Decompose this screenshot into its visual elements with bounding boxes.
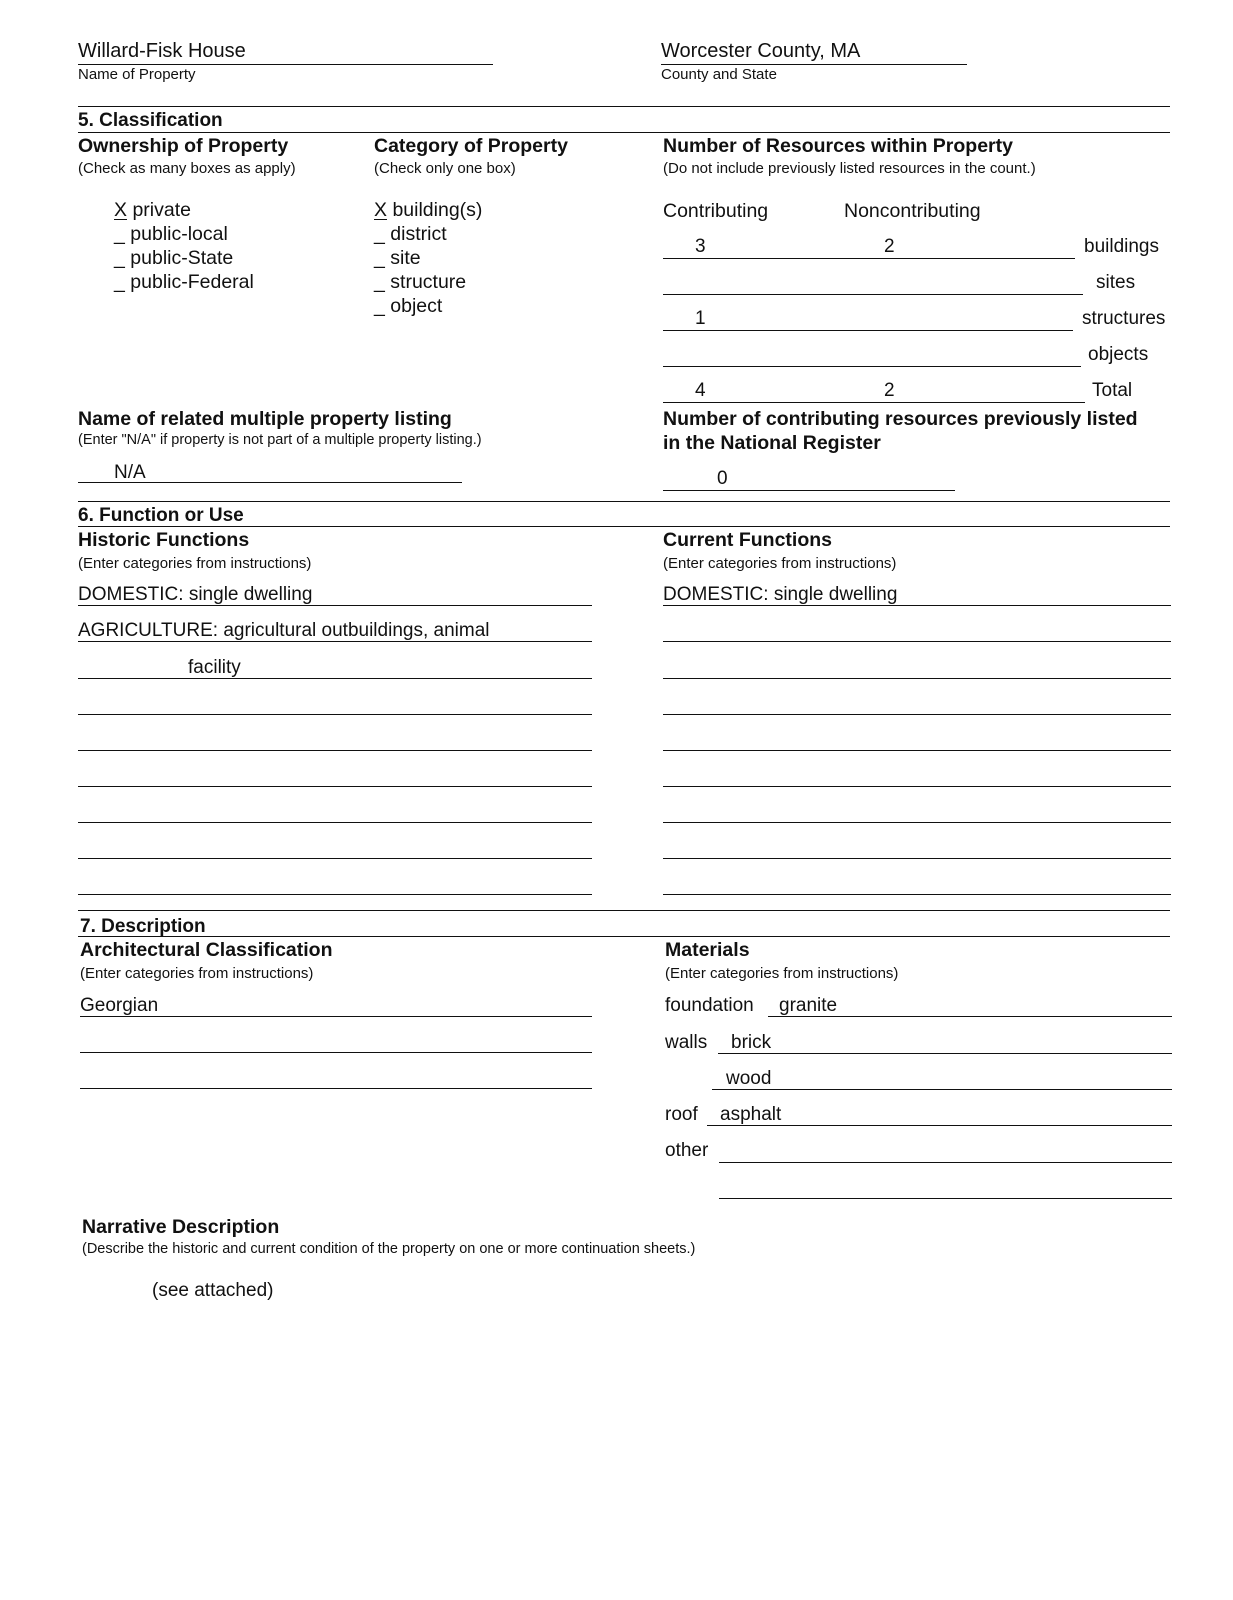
previously-listed-line: [663, 490, 955, 491]
contributing-column-header: Contributing: [663, 200, 769, 222]
other-label: other: [665, 1140, 709, 1161]
multiple-listing-title: Name of related multiple property listing: [78, 408, 452, 430]
option-label: public-State: [130, 247, 234, 269]
entry-line: [663, 858, 1171, 859]
architectural-entry[interactable]: Georgian: [80, 995, 159, 1016]
ownership-option[interactable]: [114, 246, 254, 270]
roof-label: roof: [665, 1104, 698, 1125]
section-rule: [78, 910, 1170, 911]
resource-row-label: buildings: [1084, 236, 1159, 257]
check-mark: _: [374, 295, 385, 317]
resources-instructions: (Do not include previously listed resources in the count.): [663, 160, 1036, 177]
historic-functions-instructions: (Enter categories from instructions): [78, 555, 312, 572]
check-mark: _: [374, 247, 385, 269]
roof-value[interactable]: asphalt: [720, 1104, 782, 1125]
materials-title: Materials: [665, 939, 750, 961]
property-name-field: [78, 40, 492, 64]
county-state-label: County and State: [661, 66, 777, 83]
category-option[interactable]: [374, 222, 482, 246]
resource-noncontributing-value[interactable]: 2: [884, 380, 895, 401]
category-instructions: (Check only one box): [374, 160, 516, 177]
walls-label: walls: [665, 1032, 708, 1053]
current-functions-instructions: (Enter categories from instructions): [663, 555, 897, 572]
ownership-instructions: (Check as many boxes as apply): [78, 160, 296, 177]
ownership-option[interactable]: [114, 222, 254, 246]
section-rule: [78, 501, 1170, 502]
walls-value[interactable]: wood: [726, 1068, 772, 1089]
resource-row-label: sites: [1096, 272, 1136, 293]
historic-function-entry[interactable]: DOMESTIC: single dwelling: [78, 584, 313, 605]
architectural-title: Architectural Classification: [80, 939, 333, 961]
property-name-label: Name of Property: [78, 66, 196, 83]
resource-row-label: Total: [1092, 380, 1133, 401]
resource-row-line: [663, 258, 1075, 259]
entry-line: [707, 1125, 1172, 1126]
category-title: Category of Property: [374, 135, 568, 157]
entry-line: [78, 714, 592, 715]
check-mark: _: [374, 223, 385, 245]
resources-title: Number of Resources within Property: [663, 135, 1013, 157]
narrative-value[interactable]: (see attached): [152, 1280, 274, 1301]
multiple-listing-value[interactable]: N/A: [114, 462, 146, 483]
option-label: district: [390, 223, 447, 245]
entry-line: [78, 641, 592, 642]
category-option[interactable]: [374, 294, 482, 318]
option-label: structure: [390, 271, 467, 293]
section-rule: [78, 106, 1170, 107]
resource-row-label: objects: [1088, 344, 1149, 365]
historic-function-entry[interactable]: facility: [188, 657, 241, 678]
narrative-title: Narrative Description: [82, 1216, 280, 1238]
function-section-title: 6. Function or Use: [78, 505, 244, 526]
entry-line: [78, 750, 592, 751]
resource-row-line: [663, 402, 1085, 403]
materials-instructions: (Enter categories from instructions): [665, 965, 899, 982]
check-mark: _: [374, 271, 385, 293]
multiple-listing-instructions: (Enter "N/A" if property is not part of a multiple property listing.): [78, 432, 482, 448]
entry-line: [663, 605, 1171, 606]
ownership-option[interactable]: [114, 198, 254, 222]
noncontributing-column-header: Noncontributing: [844, 200, 981, 222]
property-name: Willard-Fisk House: [78, 40, 246, 62]
architectural-instructions: (Enter categories from instructions): [80, 965, 314, 982]
resource-row-line: [663, 366, 1081, 367]
category-options: [374, 198, 482, 318]
entry-line: [768, 1016, 1172, 1017]
historic-function-entry[interactable]: AGRICULTURE: agricultural outbuildings, animal: [78, 620, 490, 641]
entry-line: [78, 605, 592, 606]
option-label: private: [132, 199, 191, 221]
property-name-line: [78, 64, 493, 65]
foundation-value[interactable]: granite: [779, 995, 838, 1016]
entry-line: [78, 894, 592, 895]
option-label: site: [390, 247, 421, 269]
entry-line: [663, 641, 1171, 642]
check-mark: _: [114, 247, 125, 269]
entry-line: [78, 822, 592, 823]
county-state-line: [661, 64, 967, 65]
category-option[interactable]: [374, 246, 482, 270]
ownership-option[interactable]: [114, 270, 254, 294]
entry-line: [718, 1053, 1172, 1054]
entry-line: [663, 894, 1171, 895]
previously-listed-value[interactable]: 0: [717, 468, 728, 489]
walls-value[interactable]: brick: [731, 1032, 772, 1053]
check-mark: _: [114, 223, 125, 245]
current-functions-title: Current Functions: [663, 529, 832, 551]
entry-line: [80, 1052, 592, 1053]
narrative-instructions: (Describe the historic and current condition of the property on one or more continuation sheets.): [82, 1241, 696, 1257]
resource-contributing-value[interactable]: 4: [695, 380, 706, 401]
previously-listed-title: Number of contributing resources previously listed: [663, 408, 1138, 430]
check-mark: X: [114, 199, 128, 221]
entry-line: [78, 786, 592, 787]
resource-contributing-value[interactable]: 3: [695, 236, 706, 257]
ownership-options: [114, 198, 254, 294]
resource-noncontributing-value[interactable]: 2: [884, 236, 895, 257]
entry-line: [78, 858, 592, 859]
current-function-entry[interactable]: DOMESTIC: single dwelling: [663, 584, 898, 605]
entry-line: [719, 1198, 1172, 1199]
multiple-listing-line: [78, 482, 462, 483]
option-label: building(s): [392, 199, 483, 221]
entry-line: [663, 822, 1171, 823]
entry-line: [663, 678, 1171, 679]
resource-row-line: [663, 330, 1073, 331]
check-mark: _: [114, 271, 125, 293]
entry-line: [80, 1016, 592, 1017]
ownership-title: Ownership of Property: [78, 135, 289, 157]
option-label: object: [390, 295, 443, 317]
foundation-label: foundation: [665, 995, 754, 1016]
check-mark: X: [374, 199, 388, 221]
section-rule: [78, 132, 1170, 133]
county-state: Worcester County, MA: [661, 40, 861, 62]
resource-row-label: structures: [1082, 308, 1166, 329]
resource-contributing-value[interactable]: 1: [695, 308, 706, 329]
previously-listed-title-line2: in the National Register: [663, 432, 881, 454]
entry-line: [80, 1088, 592, 1089]
historic-functions-title: Historic Functions: [78, 529, 250, 551]
entry-line: [663, 750, 1171, 751]
county-state-field: [661, 40, 860, 63]
section-rule: [78, 526, 1170, 527]
section-rule: [78, 936, 1170, 937]
category-option[interactable]: [374, 270, 482, 294]
entry-line: [712, 1089, 1172, 1090]
option-label: public-local: [130, 223, 228, 245]
option-label: public-Federal: [130, 271, 254, 293]
entry-line: [719, 1162, 1172, 1163]
entry-line: [78, 678, 592, 679]
description-section-title: 7. Description: [80, 916, 206, 937]
resource-row-line: [663, 294, 1083, 295]
category-option[interactable]: [374, 198, 482, 222]
entry-line: [663, 714, 1171, 715]
classification-section-title: 5. Classification: [78, 110, 223, 131]
entry-line: [663, 786, 1171, 787]
